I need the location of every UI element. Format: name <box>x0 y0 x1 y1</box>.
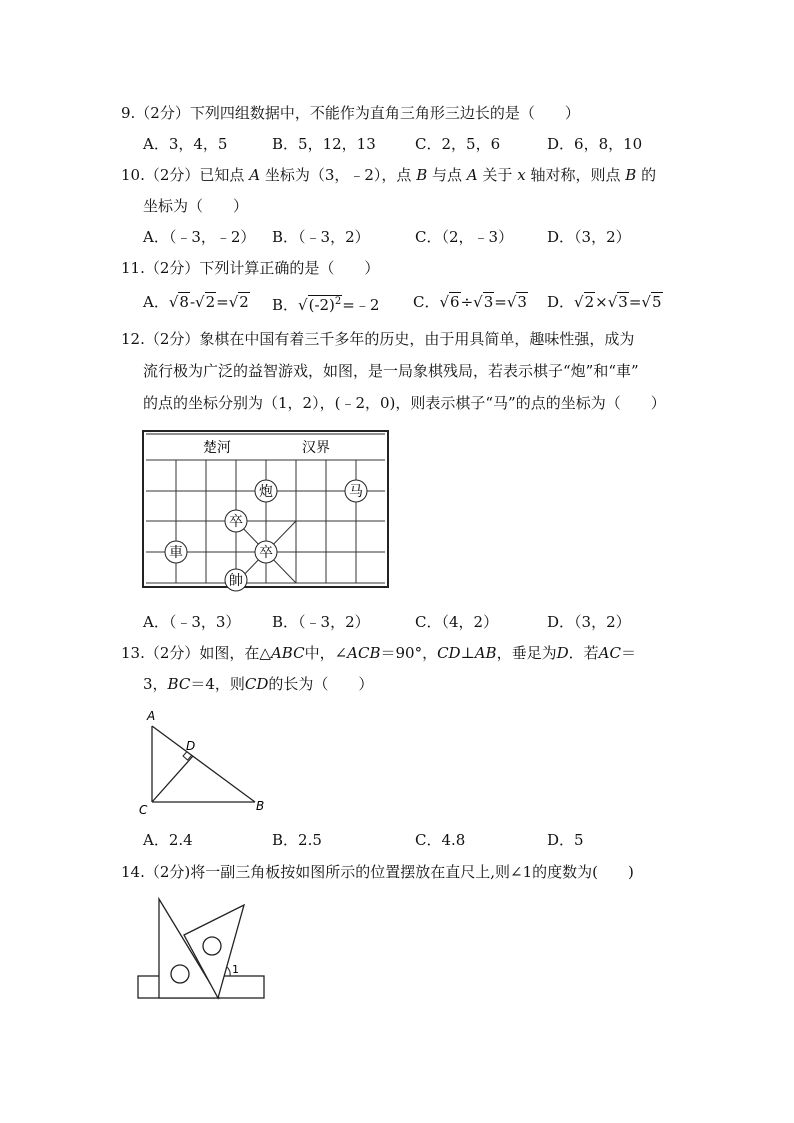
q9-stem: 9.（2分）下列四组数据中，不能作为直角三角形三边长的是（ ） <box>121 104 580 122</box>
q10-var-b: B <box>625 166 637 184</box>
radicand: 3 <box>483 293 494 311</box>
exponent: 2 <box>334 296 342 307</box>
q9-option-d: D．6，8，10 <box>547 135 643 153</box>
q13-text: 13.（2分）如图，在△ <box>121 644 271 662</box>
radicand: 8 <box>179 293 189 311</box>
q13-option-d: D．5 <box>547 831 584 849</box>
river-left-label: 楚河 <box>203 440 231 456</box>
q9-option-b: B．5，12，13 <box>272 135 376 153</box>
q12-option-d: D．（3，2） <box>547 613 631 631</box>
triangle-lines <box>152 726 255 802</box>
figure-shapes <box>138 899 264 998</box>
label-a: A <box>147 709 156 723</box>
q13-text: ⊥ <box>460 644 475 662</box>
operator: ÷ <box>460 293 474 311</box>
q10-text: 关于 <box>482 166 513 184</box>
q10-text: 坐标为（3，﹣2），点 <box>264 166 412 184</box>
option-label: B． <box>272 296 299 314</box>
q13-text: 中，∠ <box>304 644 348 662</box>
q10-var-x: x <box>517 166 526 184</box>
q13-var: AB <box>474 644 497 662</box>
q13-var: ACB <box>347 644 381 662</box>
q12-option-a: A．（﹣3，3） <box>143 613 241 631</box>
q10-option-d: D．（3，2） <box>547 228 631 246</box>
hole-right <box>203 937 221 955</box>
q13-option-a: A．2.4 <box>143 831 193 849</box>
q14-stem: 14.（2分)将一副三角板按如图所示的位置摆放在直尺上,则∠1的度数为( ) <box>121 863 634 881</box>
q10-text: 的 <box>641 166 657 184</box>
radicand: 5 <box>651 293 662 311</box>
q12-option-c: C．（4，2） <box>415 613 499 631</box>
q11-option-b: B．$√(-2)^2=﹣2$ <box>272 296 380 314</box>
q12-stem-line3: 的点的坐标分别为（1，2），(﹣2，0)，则表示棋子“马”的点的坐标为（ ） <box>143 394 666 412</box>
q10-var-b: B <box>416 166 428 184</box>
operator: = <box>494 293 507 311</box>
q9-option-c: C．2，5，6 <box>415 135 501 153</box>
q10-text: 与点 <box>432 166 463 184</box>
option-label: C． <box>413 293 440 311</box>
q13-text: ．若 <box>568 644 599 662</box>
piece-zu: 卒 <box>259 545 273 561</box>
q10-text: 轴对称，则点 <box>530 166 621 184</box>
piece-ju: 車 <box>169 545 183 561</box>
label-b: B <box>256 799 265 813</box>
q11-option-d: D．√2×√3=√5 <box>547 293 662 311</box>
q13-var: CD <box>244 675 269 693</box>
q13-text: 的长为（ ） <box>268 675 374 693</box>
q11-option-a: A．√8-√2=√2 <box>143 293 249 311</box>
result: =﹣2 <box>342 296 380 314</box>
q13-text: 3， <box>143 675 168 693</box>
q13-var: CD <box>437 644 461 662</box>
piece-ma: 马 <box>349 484 363 500</box>
triangle-figure <box>135 703 275 815</box>
q10-stem-line1 <box>121 165 656 185</box>
q12-option-b: B．（﹣3，2） <box>272 613 370 631</box>
q10-var-a: A <box>249 166 261 184</box>
q11-option-c: C．√6÷√3=√3 <box>413 293 527 311</box>
q13-var: BC <box>167 675 191 693</box>
operator: - <box>189 293 196 311</box>
q9-option-a: A．3，4，5 <box>143 135 228 153</box>
radicand: 6 <box>450 293 460 311</box>
radicand: 2 <box>584 293 595 311</box>
q13-stem-line2 <box>143 674 373 694</box>
radicand: 3 <box>618 293 628 311</box>
radicand: 2 <box>239 293 249 311</box>
q10-option-b: B．（﹣3，2） <box>272 228 370 246</box>
piece-zu: 卒 <box>229 514 243 530</box>
q13-var: ABC <box>270 644 305 662</box>
q13-text: ＝ <box>620 644 636 662</box>
radicand: (-2) <box>308 296 335 314</box>
operator: × <box>595 293 608 311</box>
q13-text: ＝4，则 <box>190 675 245 693</box>
q10-stem-line2: 坐标为（ ） <box>143 197 249 215</box>
q11-stem: 11.（2分）下列计算正确的是（ ） <box>121 259 380 277</box>
q12-stem-line2: 流行极为广泛的益智游戏，如图，是一局象棋残局，若表示棋子“炮”和“車” <box>143 362 639 380</box>
operator: = <box>628 293 642 311</box>
q13-stem-line1 <box>121 643 636 663</box>
angle-label: 1 <box>232 963 239 976</box>
label-c: C <box>139 803 148 815</box>
q12-stem-line1: 12.（2分）象棋在中国有着三千多年的历史，由于用具简单，趣味性强，成为 <box>121 330 635 348</box>
q10-option-c: C．（2，﹣3） <box>415 228 514 246</box>
piece-pao: 炮 <box>259 484 273 500</box>
q10-var-a: A <box>466 166 478 184</box>
piece-shuai: 帥 <box>229 573 243 589</box>
q10-text: 10.（2分）已知点 <box>121 166 245 184</box>
q13-option-c: C．4.8 <box>415 831 466 849</box>
q13-var: AC <box>598 644 621 662</box>
q13-var: D <box>556 644 569 662</box>
radicand: 2 <box>205 293 216 311</box>
set-squares-figure <box>134 893 270 1003</box>
q13-option-b: B．2.5 <box>272 831 322 849</box>
board-grid <box>146 460 385 583</box>
river-right-label: 汉界 <box>302 440 330 456</box>
q13-text: ，垂足为 <box>496 644 557 662</box>
option-label: D． <box>547 293 575 311</box>
operator: = <box>216 293 229 311</box>
q10-option-a: A．（﹣3，﹣2） <box>143 228 256 246</box>
label-d: D <box>186 739 196 753</box>
hole-left <box>171 965 189 983</box>
radicand: 3 <box>517 293 527 311</box>
q13-text: ＝90°， <box>380 644 438 662</box>
chess-board-figure <box>140 428 392 592</box>
option-label: A． <box>143 293 169 311</box>
angle-arc <box>227 967 230 976</box>
